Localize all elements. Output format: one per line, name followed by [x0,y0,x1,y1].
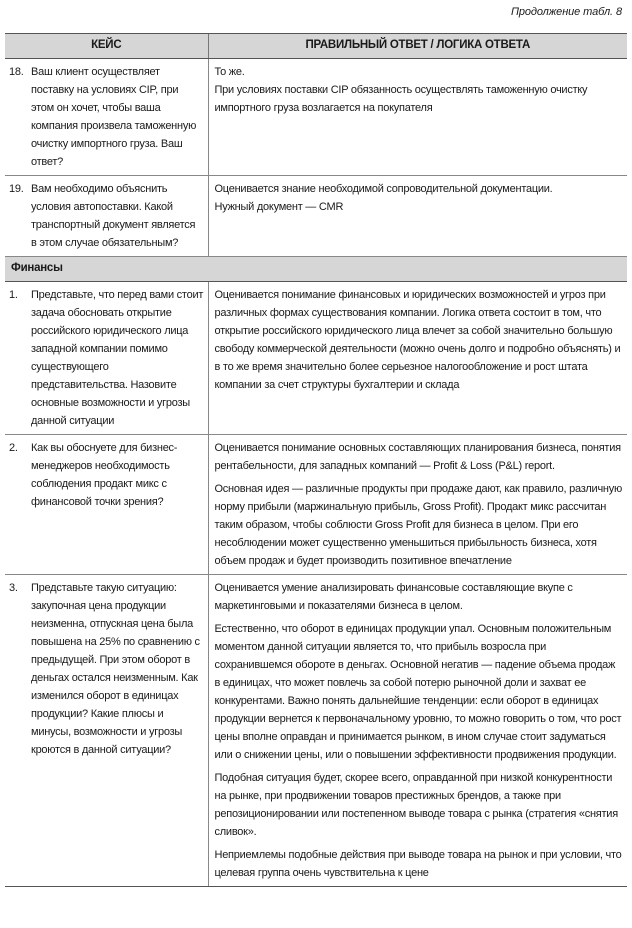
case-cell [5,176,208,257]
answer-cell [208,59,627,176]
answer-paragraph: Оценивается понимание основных составляющих планирования бизнеса, понятия рентабельности, для западных компаний — Profit & Loss (P&L) report. [214,442,621,472]
case-cell [5,575,208,887]
table-row [5,59,627,176]
table-header-row [5,34,627,59]
case-question: Представьте такую ситуацию: закупочная цена продукции неизменна, отпускная цена была повышена на 25% по сравнению с предыдущей. При этом оборот в деньгах остался неизменным. Как изменился оборот в единицах продукции? Какие плюсы и минусы, возможности и угрозы кроются в данной ситуации? [31,582,200,756]
case-number: 18. [9,66,24,78]
answer-paragraph: Оценивается умение анализировать финансовые составляющие вкупе с маркетинговыми и показателями бизнеса в целом. [214,582,573,612]
case-number: 1. [9,289,18,301]
answer-cell [208,575,627,887]
answer-paragraph: Подобная ситуация будет, скорее всего, оправданной при низкой конкурентности на рынке, при продвижении товаров престижных брендов, а также при репозиционировании или постепенном выводе товара с рынка (стратегия «снятия сливок». [214,772,618,838]
column-header-case: КЕЙС [5,34,208,59]
table-row [5,176,627,257]
answer-cell [208,435,627,575]
case-number: 19. [9,183,24,195]
case-number: 2. [9,442,18,454]
answer-paragraph: При условиях поставки CIP обязанность осуществлять таможенную очистку импортного груза возлагается на покупателя [214,84,588,114]
case-question: Вам необходимо объяснить условия автопоставки. Какой транспортный документ является в этом случае обязательным? [31,183,196,249]
column-header-answer: ПРАВИЛЬНЫЙ ОТВЕТ / ЛОГИКА ОТВЕТА [208,34,627,59]
table-row [5,575,627,887]
answer-paragraph: Неприемлемы подобные действия при выводе товара на рынок и при условии, что целевая группа очень чувствительна к цене [214,849,622,879]
table-continuation-label: Продолжение табл. 8 [510,6,622,18]
case-question: Ваш клиент осуществляет поставку на условиях CIP, при этом он хочет, чтобы ваша компания произвела таможенную очистку импортного груза. Ваш ответ? [31,66,197,168]
table-row [5,435,627,575]
case-question: Представьте, что перед вами стоит задача обосновать открытие российского юридического лица западной компании помимо существующего представительства. Назовите основные возможности и угрозы данной ситуации [31,289,204,427]
case-cell [5,59,208,176]
case-cell [5,282,208,435]
answer-cell [208,282,627,435]
answer-paragraph: Естественно, что оборот в единицах продукции упал. Основным положительным моментом данной ситуации является то, что прибыль возросла при сохранившемся обороте в деньгах. Основной негатив — падение объема продаж в единицах, что может повлечь за собой потерю рыночной доли и захват ее конкурентами. Важно понять дальнейшие тенденции: если оборот в единицах продукции вернется к первоначальному уровню, то можно говорить о том, что рост цены вполне оправдан и принимается рынком, в ином случае стоит задуматься или о снижении цены, или о повышении эффективности продвижения продукции. [214,623,622,761]
answer-paragraph: Нужный документ — CMR [214,201,344,213]
section-title: Финансы [5,257,627,282]
section-header-row [5,257,627,282]
cases-table [5,33,627,887]
answer-paragraph: Оценивается понимание финансовых и юридических возможностей и угроз при различных формах существования компании. Логика ответа состоит в том, что открытие российского юридического лица влечет за собой значительно большую свободу коммерческой деятельности (можно очень долго и подробно объяснять) и в то же время значительно более серьезное налогообложение и рост штата компании за счет структуры бухгалтерии и склада [214,289,621,391]
case-question: Как вы обоснуете для бизнес-менеджеров необходимость соблюдения продакт микс с финансовой точки зрения? [31,442,178,508]
answer-cell [208,176,627,257]
case-cell [5,435,208,575]
answer-paragraph: Основная идея — различные продукты при продаже дают, как правило, различную норму прибыли (маржинальную прибыль, Gross Profit). Продакт микс рассчитан таким образом, чтобы соблюсти Gross Profit для бизнеса в целом. При его несоблюдении может существенно уменьшиться прибыльность бизнеса, хотя объем продаж и будет производить позитивное впечатление [214,483,622,567]
answer-paragraph: Оценивается знание необходимой сопроводительной документации. [214,183,553,195]
answer-paragraph: То же. [214,66,245,78]
case-number: 3. [9,582,18,594]
table-row [5,282,627,435]
